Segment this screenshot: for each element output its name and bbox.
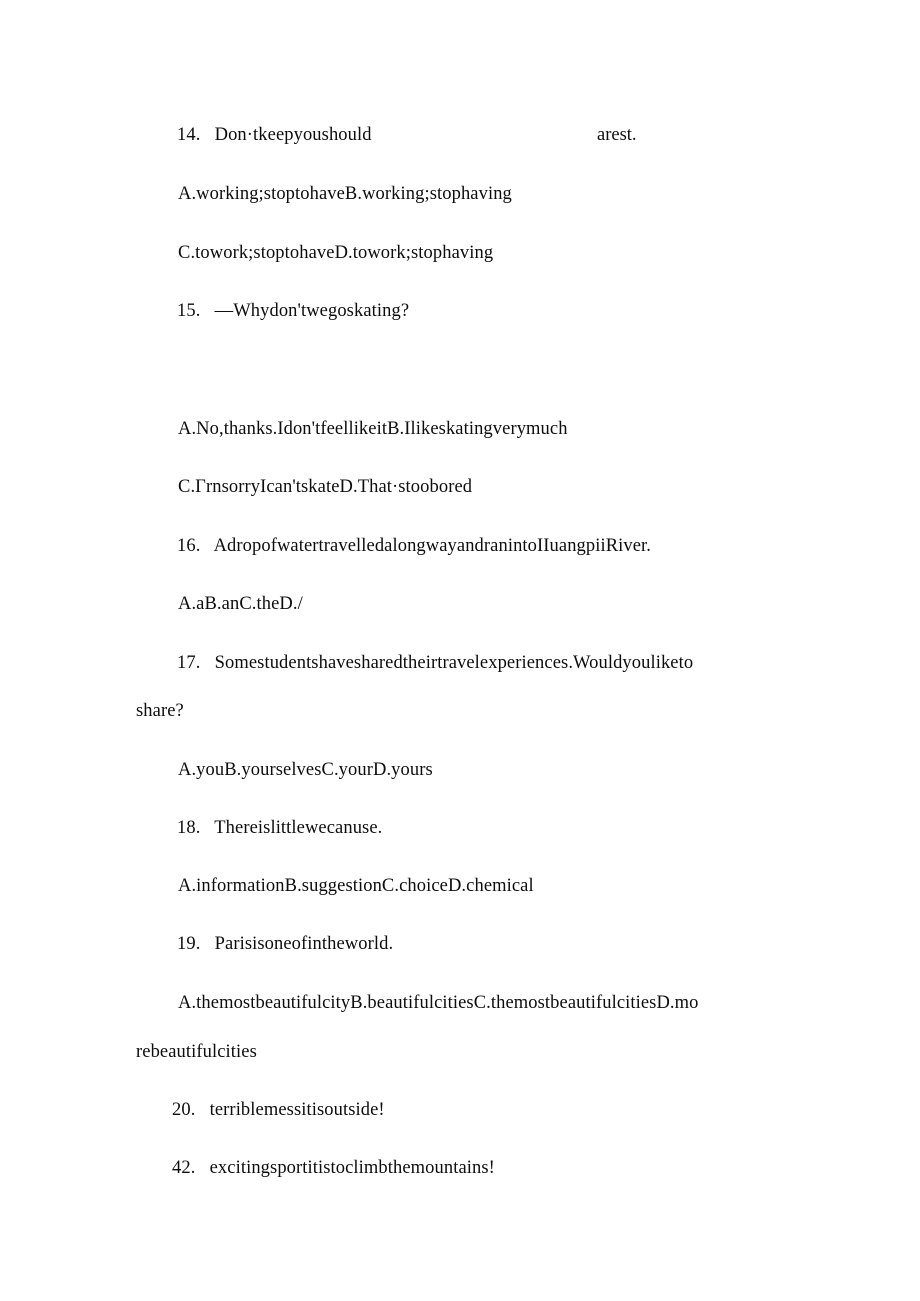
num-gap — [200, 653, 214, 673]
num-gap — [195, 1158, 209, 1178]
options-row-17: A.youB.yourselvesC.yourD.yours — [178, 760, 433, 780]
options-row-16: A.aB.anC.theD./ — [178, 594, 303, 614]
options-row-18: A.informationB.suggestionC.choiceD.chemical — [178, 876, 534, 896]
num-gap — [200, 818, 214, 838]
question-number-18: 18. — [177, 818, 201, 838]
question-stem-18 — [136, 817, 778, 839]
options-row-19-wrap: rebeautifulcities — [136, 1042, 257, 1062]
options-row-14-cd: C.towork;stoptohaveD.towork;stophaving — [178, 243, 494, 263]
num-gap — [200, 125, 214, 145]
question-number-20: 20. — [172, 1100, 196, 1120]
question-stem-17 — [136, 652, 778, 674]
question-stem-16 — [136, 535, 778, 557]
num-gap — [200, 934, 214, 954]
question-number-19: 19. — [177, 934, 201, 954]
question-text-18: Thereislittlewecanuse. — [214, 818, 383, 838]
num-gap — [195, 1100, 209, 1120]
question-text-16: AdropofwatertravelledalongwayandranintoIIuangpiiRiver. — [213, 536, 652, 556]
question-text-42: excitingsportitistoclimbthemountains! — [209, 1158, 495, 1178]
question-stem-14 — [136, 124, 778, 146]
question-number-14: 14. — [177, 125, 201, 145]
options-row-14-ab: A.working;stoptohaveB.working;stophaving — [178, 184, 512, 204]
question-stem-17-wrap: share? — [136, 701, 184, 721]
question-stem-42 — [136, 1157, 778, 1179]
num-gap — [200, 536, 213, 556]
question-number-15: 15. — [177, 301, 201, 321]
options-row-19: A.themostbeautifulcityB.beautifulcitiesC.themostbeautifulcitiesD.mo — [178, 993, 699, 1013]
question-stem-20 — [136, 1099, 778, 1121]
question-text-15: —Whydon'twegoskating? — [214, 301, 410, 321]
question-number-17: 17. — [177, 653, 201, 673]
question-stem-15 — [136, 300, 778, 322]
question-text-20: terriblemessitisoutside! — [209, 1100, 385, 1120]
options-row-15-cd: C.ΓrnsorryIcan'tskateD.That·stoobored — [178, 477, 473, 497]
num-gap — [200, 301, 214, 321]
question-text-19: Parisisoneofintheworld. — [214, 934, 394, 954]
question-number-16: 16. — [177, 536, 201, 556]
question-number-42: 42. — [172, 1158, 196, 1178]
question-stem-19 — [136, 933, 778, 955]
question-text-14: Don·tkeepyoushould — [214, 125, 372, 145]
options-row-15-ab: A.No,thanks.Idon'tfeellikeitB.Ilikeskatingverymuch — [178, 419, 568, 439]
question-stem-14-tail: arest. — [597, 125, 637, 145]
question-text-17: Somestudentshavesharedtheirtravelexperiences.Wouldyouliketo — [214, 653, 694, 673]
